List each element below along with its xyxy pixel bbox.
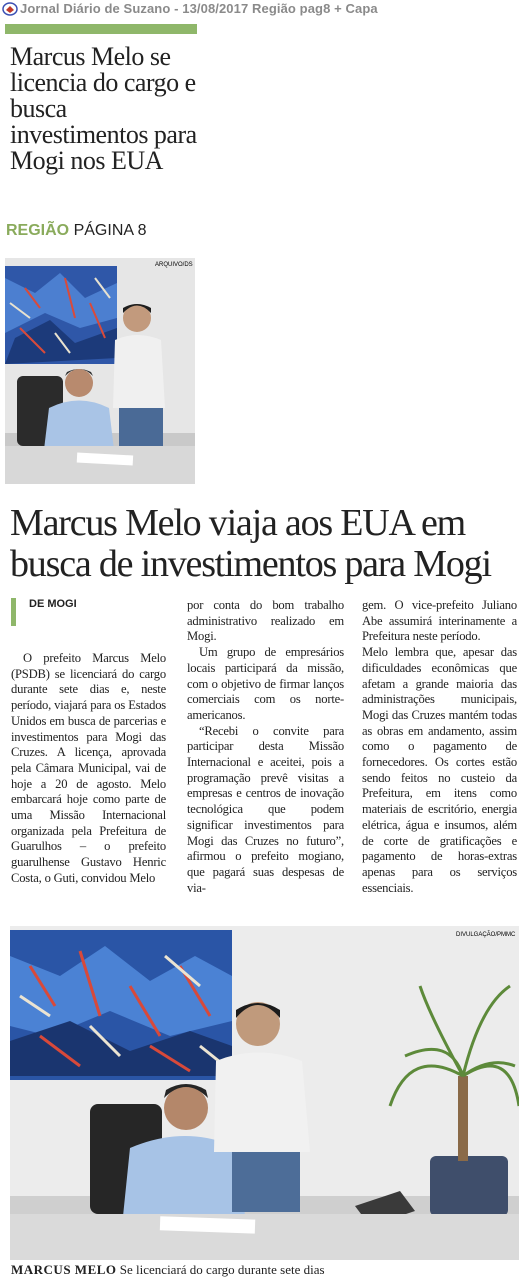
article-paragraph: por conta do bom trabalho administrativo realizado em Mogi. bbox=[187, 598, 344, 644]
article-paragraph: gem. O vice-prefeito Juliano Abe assumirá interinamente a Prefeitura neste período. bbox=[362, 598, 517, 644]
photo-caption bbox=[11, 1262, 325, 1278]
article-paragraph: Melo lembra que, apesar das dificuldades econômicas que afetam a grande maioria das administrações municipais, Mogi das Cruzes mantém todas as obras em andamento, assim como o pagamento de fornecedores. Os cortes estão sendo feitos no custeio da Prefeitura, em itens como materiais de escritório, energia elétrica, água e insumos, além de corte de gratificações e pagamento de horas-extras apenas para os serviços essenciais. bbox=[362, 645, 517, 895]
article-photo-credit: DIVULGAÇÃO/PMMC bbox=[456, 932, 516, 938]
teaser-title: Marcus Melo se licencia do cargo e busca investimentos para Mogi nos EUA bbox=[10, 42, 197, 175]
teaser-section-label: REGIÃO bbox=[6, 222, 70, 239]
caption-name: MARCUS MELO bbox=[11, 1262, 117, 1277]
teaser-accent-bar bbox=[5, 24, 197, 34]
teaser-photo-credit: ARQUIVO/DS bbox=[155, 262, 193, 268]
teaser-photo bbox=[5, 258, 195, 484]
caption-text: Se licenciará do cargo durante sete dias bbox=[116, 1262, 325, 1277]
article-paragraph: O prefeito Marcus Melo (PSDB) se licenciará do cargo durante sete dias e, neste período, viajará para os Estados Unidos em busca de parcerias e investimentos para Mogi das Cruzes. A licença, aprovada pela Câmara Municipal, vai de hoje a 20 de agosto. Melo embarcará hoje como parte de uma Missão Internacional organizada pela Prefeitura de Guarulhos – o prefeito guarulhense Gustavo Henric Costa, o Guti, convidou Melo bbox=[11, 651, 166, 885]
newspaper-logo-icon bbox=[2, 2, 18, 16]
section-accent-bar bbox=[11, 598, 16, 626]
article-photo bbox=[10, 926, 519, 1260]
article-paragraph: “Recebi o convite para participar desta Missão Internacional e aceitei, pois a programação prevê visitas a empresas e centros de inovação tecnológica que podem significar investimentos para Mogi das Cruzes no futuro”, afirmou o prefeito mogiano, que pagará suas despesas de via- bbox=[187, 723, 344, 895]
teaser-page-reference bbox=[6, 222, 147, 240]
article-headline: Marcus Melo viaja aos EUA em busca de investimentos para Mogi bbox=[10, 502, 491, 585]
article-column-3 bbox=[362, 598, 517, 896]
article-section-label: DE MOGI bbox=[29, 598, 77, 610]
article-column-1 bbox=[11, 651, 166, 887]
article-paragraph: Um grupo de empresários locais participará da missão, com o objetivo de firmar lanços comerciais com os norte-americanos. bbox=[187, 645, 344, 722]
clipping-source-text: Jornal Diário de Suzano - 13/08/2017 Região pag8 + Capa bbox=[20, 1, 378, 16]
clipping-source-bar bbox=[0, 0, 522, 20]
teaser-page-label: PÁGINA 8 bbox=[73, 222, 147, 239]
article-column-2 bbox=[187, 598, 344, 896]
